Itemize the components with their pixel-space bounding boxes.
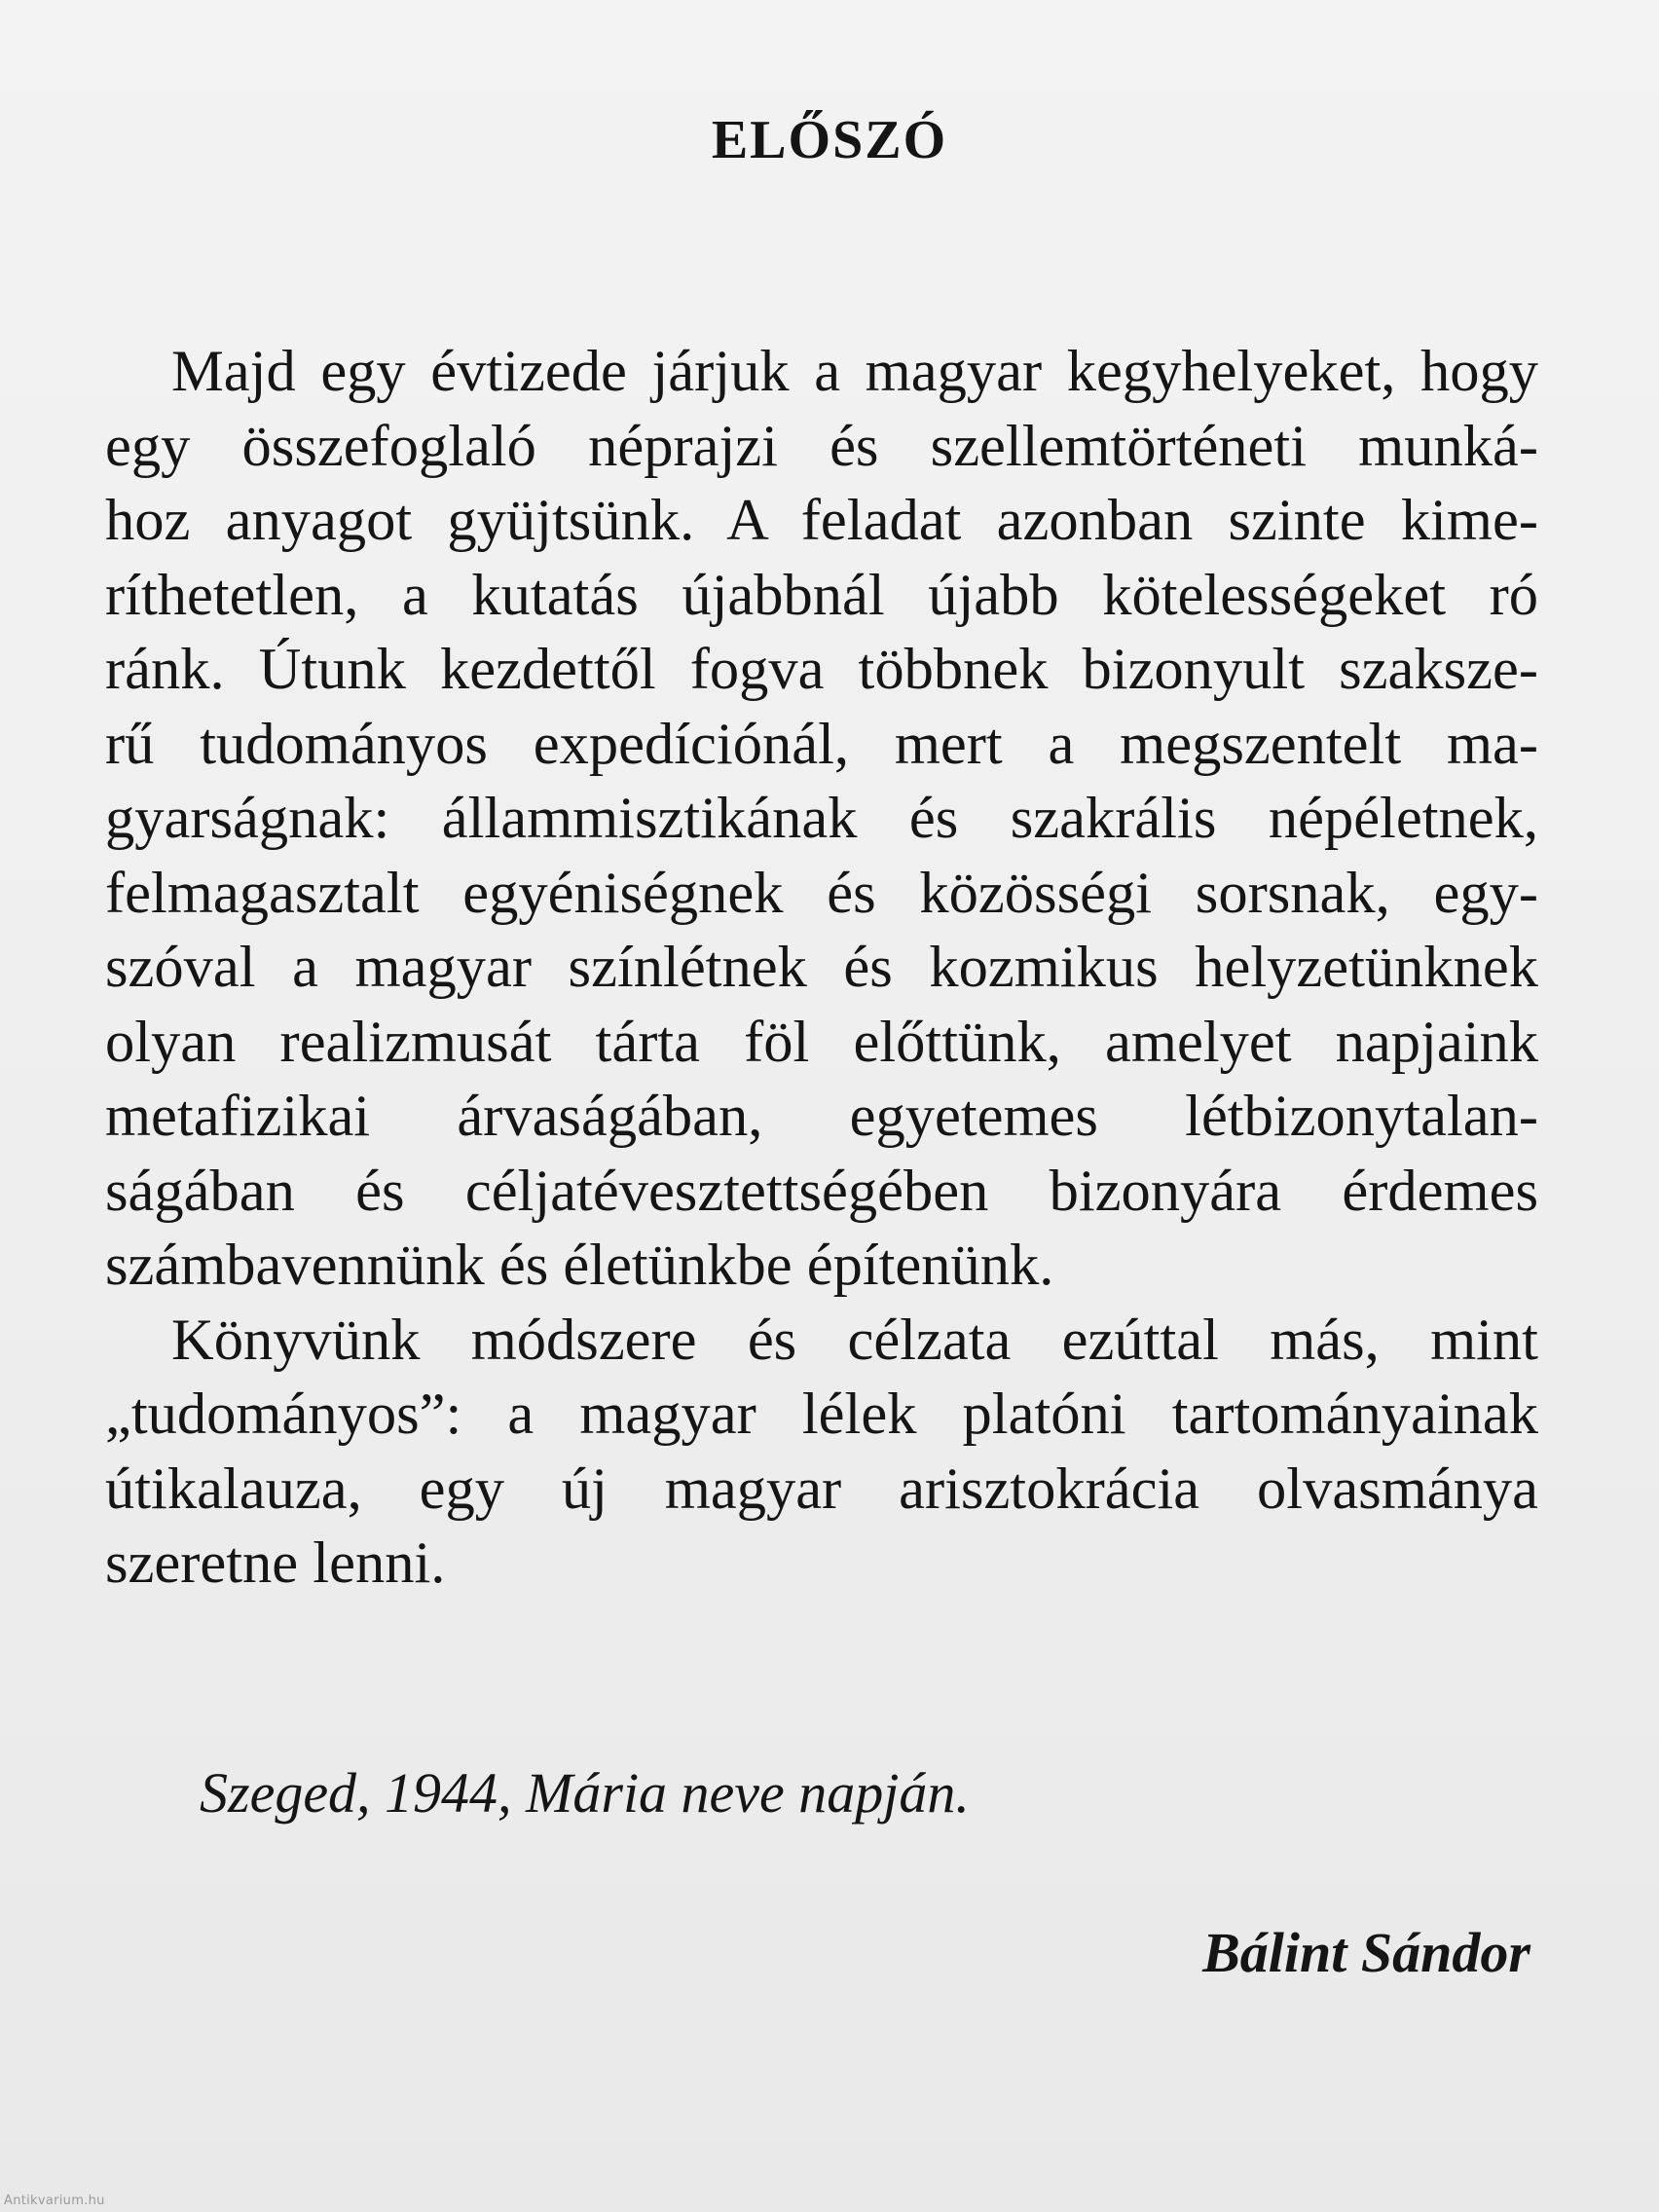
dateline: Szeged, 1944, Mária neve napján. [200, 1761, 970, 1825]
text-line: szeretne lenni. [105, 1530, 446, 1596]
text-line: gyarságnak: állammisztikának és szakrális népéletnek, [105, 786, 1538, 851]
text-line: Majd egy évtizede járjuk a magyar kegyhelyeket, hogy [171, 339, 1538, 404]
paragraph-1 [105, 335, 1538, 1304]
preface-body [105, 335, 1538, 1602]
text-line: útikalauza, egy új magyar arisztokrácia olvasmánya [105, 1456, 1538, 1522]
paragraph-2 [105, 1304, 1538, 1602]
text-line: ránk. Útunk kezdettől fogva többnek bizonyult szaksze- [105, 637, 1538, 702]
text-line: rű tudományos expedíciónál, mert a megszentelt ma- [105, 711, 1538, 777]
text-line: szóval a magyar színlétnek és kozmikus helyzetünknek [105, 935, 1538, 1000]
text-line: ságában és céljatévesztettségében bizonyára érdemes [105, 1158, 1538, 1224]
text-line: hoz anyagot gyüjtsünk. A feladat azonban szinte kime- [105, 488, 1538, 553]
text-line: „tudományos”: a magyar lélek platóni tartományainak [105, 1382, 1538, 1447]
author-signature: Bálint Sándor [1202, 1921, 1530, 1984]
text-line: egy összefoglaló néprajzi és szellemtörténeti munká- [105, 413, 1538, 479]
text-line: olyan realizmusát tárta föl előttünk, amelyet napjaink [105, 1009, 1538, 1075]
page-title: ELŐSZÓ [711, 110, 948, 170]
text-line: ríthetetlen, a kutatás újabbnál újabb kötelességeket ró [105, 562, 1538, 628]
text-line: felmagasztalt egyéniségnek és közösségi sorsnak, egy- [105, 860, 1538, 926]
text-line: metafizikai árvaságában, egyetemes létbizonytalan- [105, 1084, 1538, 1149]
text-line: Könyvünk módszere és célzata ezúttal más, mint [171, 1307, 1538, 1373]
text-line: számbavennünk és életünkbe építenünk. [105, 1233, 1054, 1298]
watermark: Antikvarium.hu [4, 2194, 105, 2208]
